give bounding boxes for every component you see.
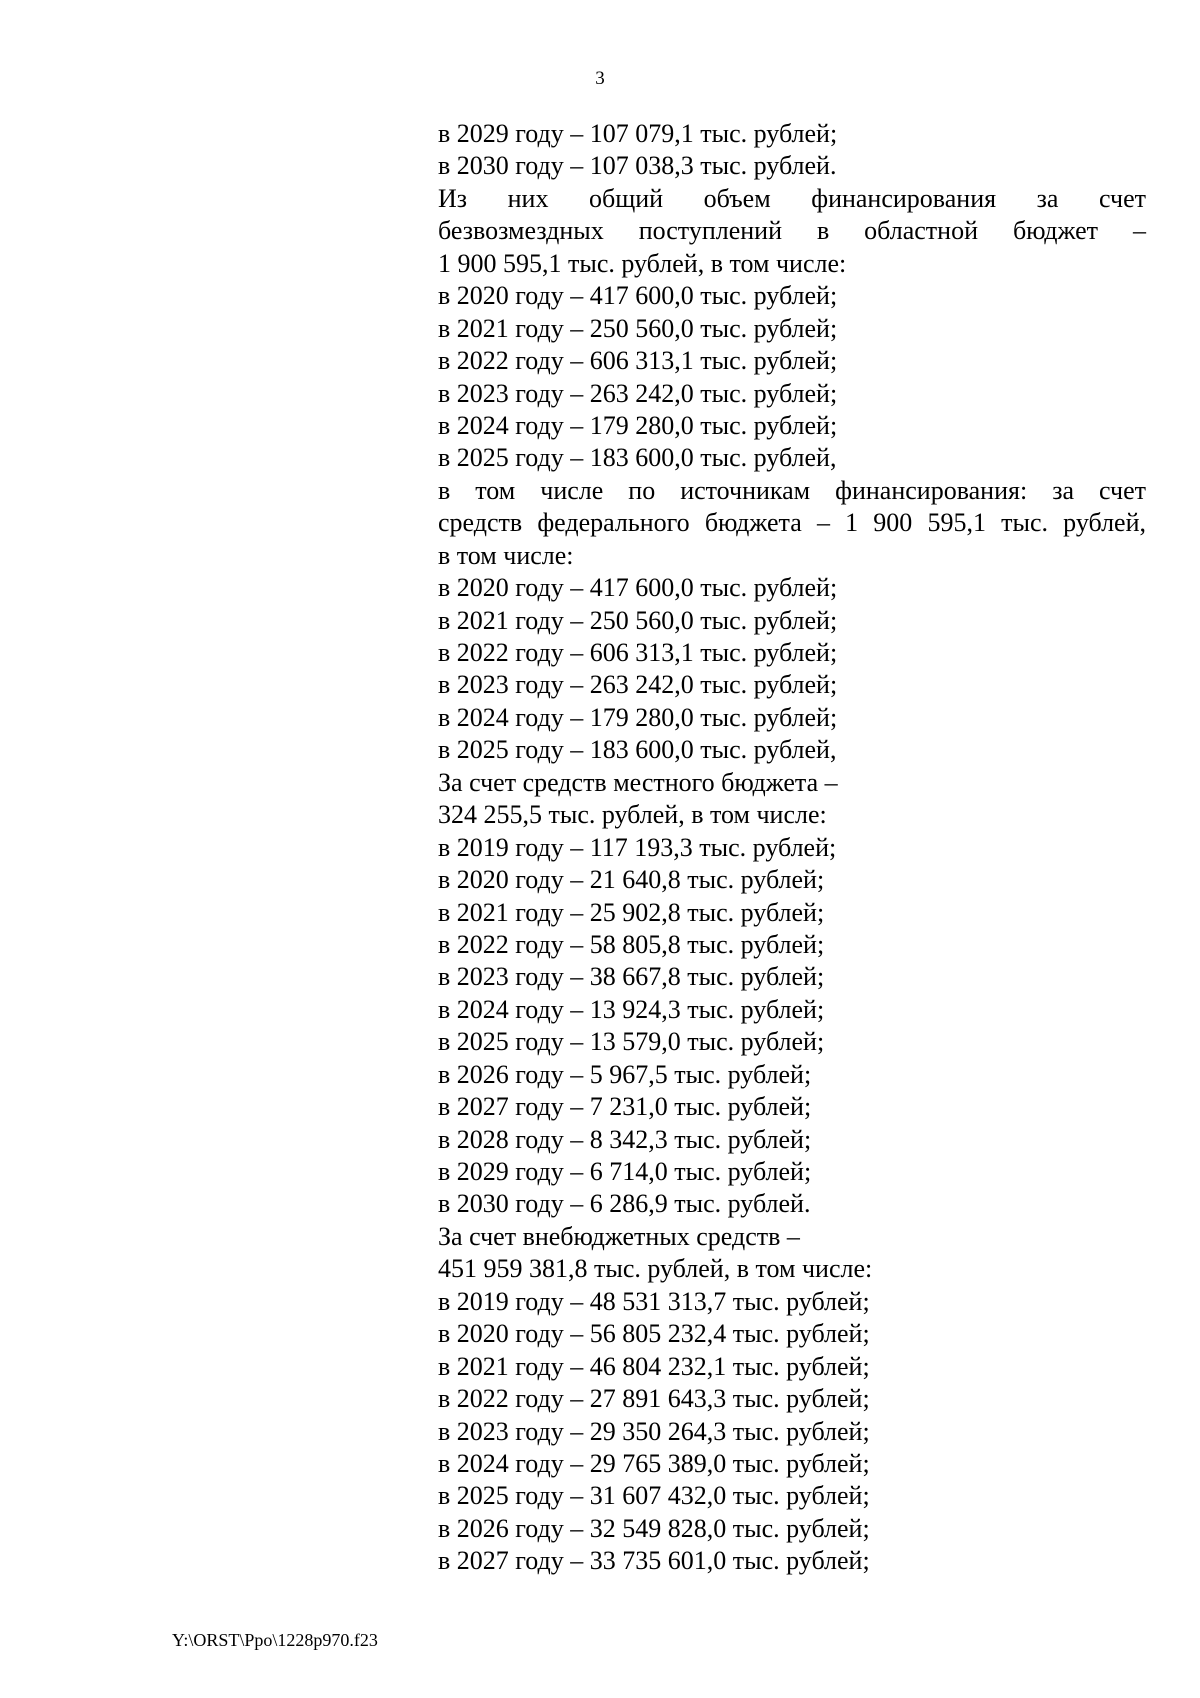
text-line: в 2026 году – 5 967,5 тыс. рублей; xyxy=(438,1059,812,1089)
text-line: в 2021 году – 46 804 232,1 тыс. рублей; xyxy=(438,1351,870,1381)
text-line: в 2020 году – 417 600,0 тыс. рублей; xyxy=(438,573,838,603)
text-line: в 2029 году – 6 714,0 тыс. рублей; xyxy=(438,1157,812,1186)
footer-file-path: Y:\ORST\Ppo\1228p970.f23 xyxy=(172,1630,378,1650)
text-line: в 2025 году – 13 579,0 тыс. рублей; xyxy=(438,1027,825,1057)
text-line: За счет средств местного бюджета – xyxy=(438,767,838,797)
text-line: в 2021 году – 250 560,0 тыс. рублей; xyxy=(438,605,838,635)
text-line: Из них общий объем финансирования за счет xyxy=(438,183,1146,213)
text-line: 1 900 595,1 тыс. рублей, в том числе: xyxy=(438,248,847,278)
text-line: в 2022 году – 58 805,8 тыс. рублей; xyxy=(438,929,825,959)
text-line: в 2021 году – 25 902,8 тыс. рублей; xyxy=(438,897,825,927)
text-line: в 2027 году – 33 735 601,0 тыс. рублей; xyxy=(438,1546,870,1576)
text-line: в 2022 году – 27 891 643,3 тыс. рублей; xyxy=(438,1384,870,1414)
text-line: 451 959 381,8 тыс. рублей, в том числе: xyxy=(438,1254,873,1284)
text-line: в 2022 году – 606 313,1 тыс. рублей; xyxy=(438,346,838,376)
text-line: в 2028 году – 8 342,3 тыс. рублей; xyxy=(438,1124,812,1154)
text-line: в 2019 году – 48 531 313,7 тыс. рублей; xyxy=(438,1286,870,1316)
page-number: 3 xyxy=(595,68,605,89)
text-line: в том числе: xyxy=(438,540,574,570)
text-line: в 2024 году – 179 280,0 тыс. рублей; xyxy=(438,702,838,732)
text-line: в 2025 году – 31 607 432,0 тыс. рублей; xyxy=(438,1481,870,1511)
text-line: в 2024 году – 29 765 389,0 тыс. рублей; xyxy=(438,1448,870,1478)
text-line: в 2025 году – 183 600,0 тыс. рублей, xyxy=(438,735,837,765)
text-line: в 2024 году – 13 924,3 тыс. рублей; xyxy=(438,994,825,1024)
text-line: в 2025 году – 183 600,0 тыс. рублей, xyxy=(438,443,837,473)
text-line: в 2020 году – 56 805 232,4 тыс. рублей; xyxy=(438,1319,870,1349)
text-line: в 2022 году – 606 313,1 тыс. рублей; xyxy=(438,638,838,667)
text-line: в 2021 году – 250 560,0 тыс. рублей; xyxy=(438,313,838,343)
text-line: в 2024 году – 179 280,0 тыс. рублей; xyxy=(438,410,838,440)
text-line: в 2027 году – 7 231,0 тыс. рублей; xyxy=(438,1092,812,1122)
text-line: в 2023 году – 29 350 264,3 тыс. рублей; xyxy=(438,1416,870,1446)
text-line: За счет внебюджетных средств – xyxy=(438,1221,800,1251)
text-line: в 2020 году – 417 600,0 тыс. рублей; xyxy=(438,281,838,311)
text-line: в 2023 году – 263 242,0 тыс. рублей; xyxy=(438,378,838,408)
body-text-block xyxy=(438,118,1146,1578)
text-line: в 2026 году – 32 549 828,0 тыс. рублей; xyxy=(438,1513,870,1543)
text-line: в 2030 году – 6 286,9 тыс. рублей. xyxy=(438,1189,811,1219)
text-line: в 2020 году – 21 640,8 тыс. рублей; xyxy=(438,865,825,895)
text-line: в 2023 году – 38 667,8 тыс. рублей; xyxy=(438,962,825,992)
text-line: в 2029 году – 107 079,1 тыс. рублей; xyxy=(438,119,838,148)
text-line: средств федерального бюджета – 1 900 595,1 тыс. рублей, xyxy=(438,508,1146,538)
text-line: 324 255,5 тыс. рублей, в том числе: xyxy=(438,800,827,830)
text-line: в 2030 году – 107 038,3 тыс. рублей. xyxy=(438,151,837,181)
text-line: безвозмездных поступлений в областной бюджет – xyxy=(438,216,1146,246)
text-line: в том числе по источникам финансирования: за счет xyxy=(438,475,1146,505)
text-line: в 2023 году – 263 242,0 тыс. рублей; xyxy=(438,670,838,700)
text-line: в 2019 году – 117 193,3 тыс. рублей; xyxy=(438,832,837,862)
